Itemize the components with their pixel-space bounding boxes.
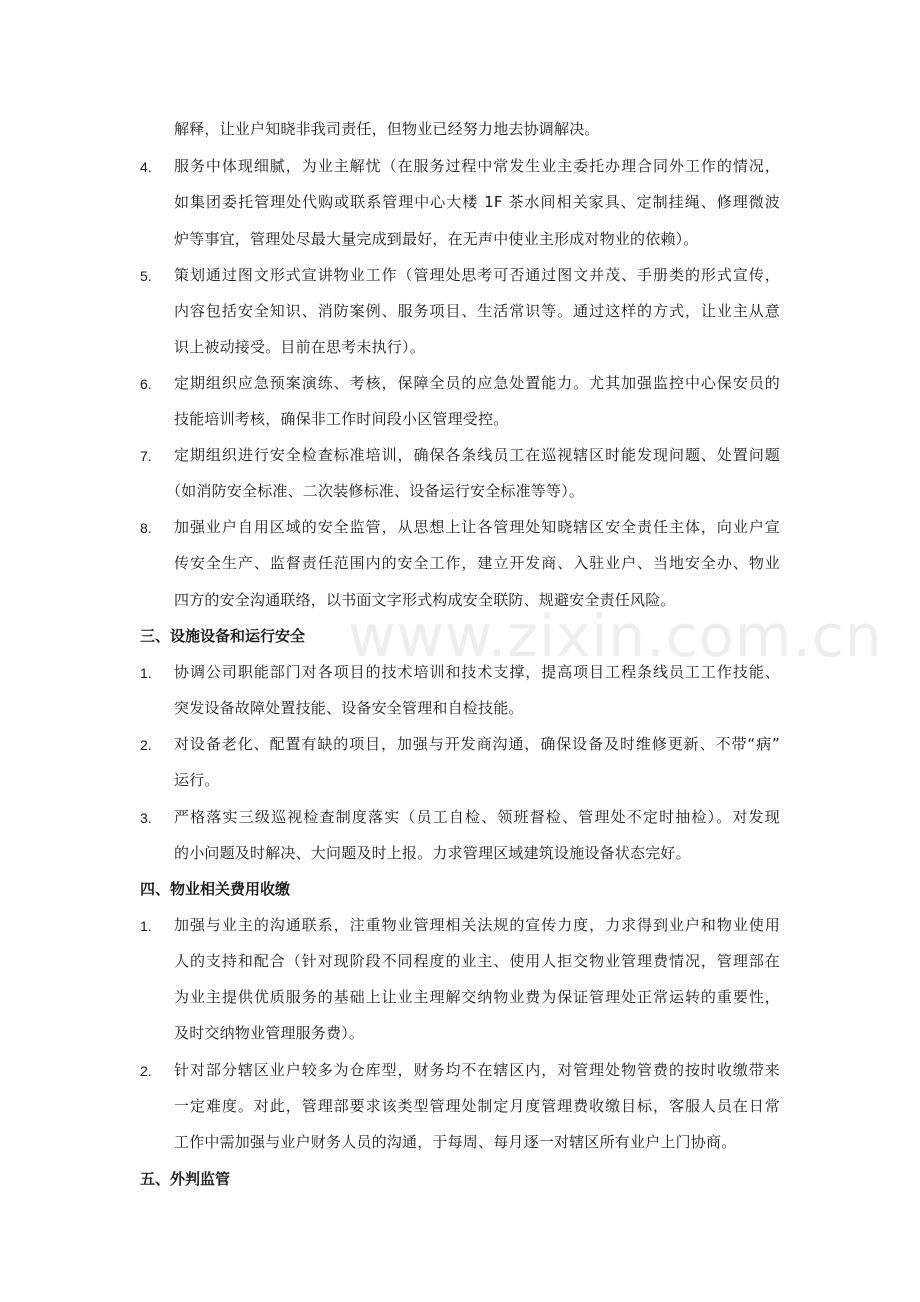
paragraph-line: 解释，让业户知晓非我司责任，但物业已经努力地去协调解决。 <box>174 120 600 138</box>
list-number: 6. <box>140 376 152 392</box>
list-number: 3. <box>140 810 152 826</box>
paragraph-line: 四方的安全沟通联络，以书面文字形式构成安全联防、规避安全责任风险。 <box>174 591 676 609</box>
watermark: www.zixin.com.cn <box>348 602 883 670</box>
list-number: 4. <box>140 159 152 175</box>
list-number: 5. <box>140 268 152 284</box>
paragraph-line: 定期组织进行安全检查标准培训，确保各条线员工在巡视辖区时能发现问题、处置问题 <box>174 446 780 464</box>
list-number: 2. <box>140 737 152 753</box>
paragraph-line: 对设备老化、配置有缺的项目，加强与开发商沟通，确保设备及时维修更新、不带“病” <box>174 735 780 753</box>
paragraph-line: 突发设备故障处置技能、设备安全管理和自检技能。 <box>174 699 524 717</box>
list-number: 1. <box>140 665 152 681</box>
paragraph-line: 及时交纳物业管理服务费）。 <box>174 1024 365 1042</box>
paragraph-line: 加强业户自用区域的安全监管，从思想上让各管理处知晓辖区安全责任主体，向业户宣 <box>174 518 780 536</box>
paragraph-line: 工作中需加强与业户财务人员的沟通，于每周、每月逐一对辖区所有业户上门协商。 <box>174 1133 737 1151</box>
paragraph-line: 一定难度。对此，管理部要求该类型管理处制定月度管理费收缴目标，客服人员在日常 <box>174 1097 780 1115</box>
paragraph-line: 识上被动接受。目前在思考未执行）。 <box>174 338 425 356</box>
paragraph-line: 技能培训考核，确保非工作时间段小区管理受控。 <box>174 410 509 428</box>
paragraph-line: 运行。 <box>174 771 220 789</box>
paragraph-line: 定期组织应急预案演练、考核，保障全员的应急处置能力。尤其加强监控中心保安员的 <box>174 374 780 392</box>
list-number: 8. <box>140 520 152 536</box>
list-number: 7. <box>140 448 152 464</box>
paragraph-line: （如消防安全标准、二次装修标准、设备运行安全标准等等）。 <box>166 482 585 500</box>
paragraph-line: 针对部分辖区业户较多为仓库型，财务均不在辖区内，对管理处物管费的按时收缴带来 <box>174 1061 780 1079</box>
paragraph-line: 严格落实三级巡视检查制度落实（员工自检、领班督检、管理处不定时抽检）。对发现 <box>174 808 780 826</box>
paragraph-line: 为业主提供优质服务的基础上让业主理解交纳物业费为保证管理处正常运转的重要性， <box>174 988 780 1006</box>
paragraph-line: 策划通过图文形式宣讲物业工作（管理处思考可否通过图文并茂、手册类的形式宣传， <box>174 266 780 284</box>
paragraph-line: 的小问题及时解决、大问题及时上报。力求管理区域建筑设施设备状态完好。 <box>174 844 691 862</box>
paragraph-line: 内容包括安全知识、消防案例、服务项目、生活常识等。通过这样的方式，让业主从意 <box>174 302 780 320</box>
paragraph-line: 加强与业主的沟通联系，注重物业管理相关法规的宣传力度，力求得到业户和物业使用 <box>174 916 780 934</box>
paragraph-line: 传安全生产、监督责任范围内的安全工作，建立开发商、入驻业户、当地安全办、物业 <box>174 554 780 572</box>
paragraph-line: 协调公司职能部门对各项目的技术培训和技术支撑，提高项目工程条线员工工作技能、 <box>174 663 780 681</box>
paragraph-line: 如集团委托管理处代购或联系管理中心大楼 1F 茶水间相关家具、定制挂绳、修理微波 <box>174 193 780 211</box>
paragraph-line: 服务中体现细腻，为业主解忧（在服务过程中常发生业主委托办理合同外工作的情况， <box>174 157 780 175</box>
paragraph-line: 炉等事宜，管理处尽最大量完成到最好，在无声中使业主形成对物业的依赖）。 <box>174 230 699 248</box>
list-number: 2. <box>140 1063 152 1079</box>
section-heading: 四、物业相关费用收缴 <box>140 880 291 898</box>
list-number: 1. <box>140 918 152 934</box>
paragraph-line: 人的支持和配合（针对现阶段不同程度的业主、使用人拒交物业管理费情况，管理部在 <box>174 952 780 970</box>
section-heading: 三、设施设备和运行安全 <box>140 627 306 645</box>
section-heading: 五、外判监管 <box>140 1170 231 1188</box>
